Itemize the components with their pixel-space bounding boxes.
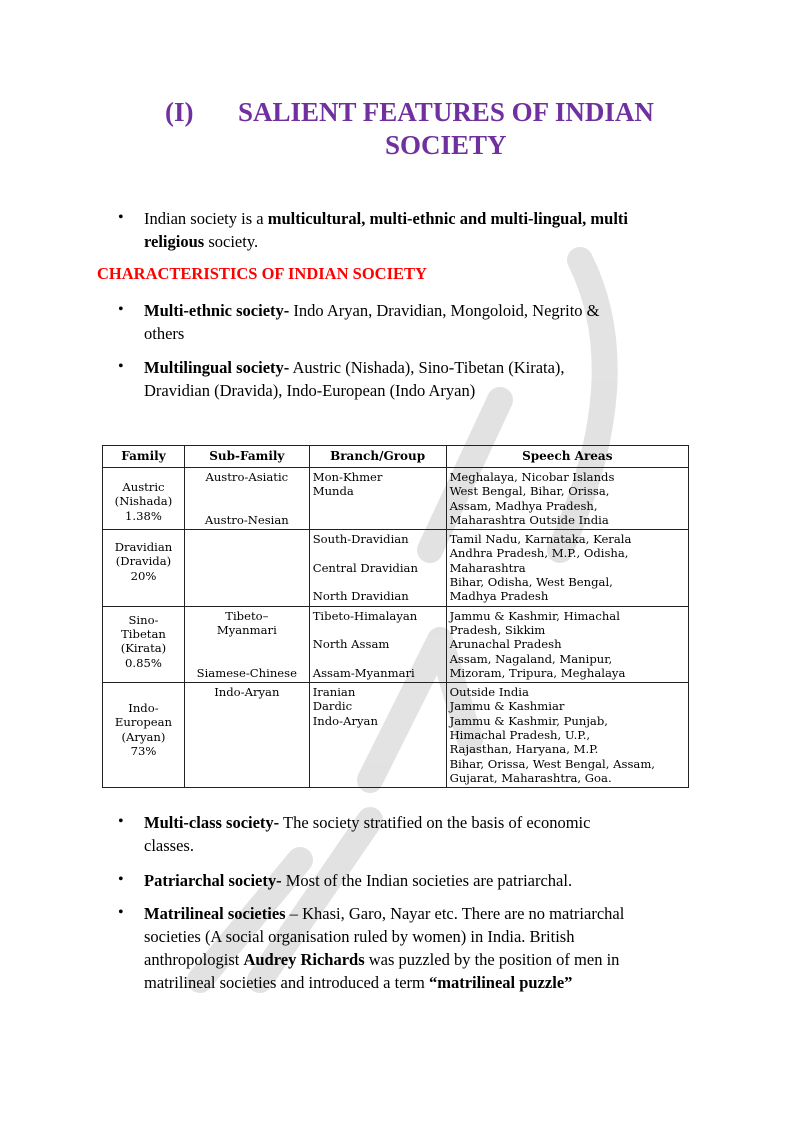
bullet-icon: • [118,301,124,318]
cell-branch [309,468,446,530]
cell-line: South-Dravidian [312,532,409,547]
bullet-icon: • [118,813,124,830]
cell-line: 20% [130,568,157,583]
cell-subfamily [184,683,309,788]
point-multi-ethnic [144,299,704,345]
header-speech-areas: Speech Areas [446,446,688,468]
cell-line: Tibeto-Himalayan [312,608,418,623]
table-row [103,683,689,788]
cell-line: (Dravida) [115,554,172,569]
bullet-icon: • [118,358,124,375]
cell-line: Outside India [449,685,529,700]
cell-branch [309,606,446,682]
intro-text [144,207,704,253]
cell-line: Austro-Asiatic [205,470,289,484]
cell-line: West Bengal, Bihar, Orissa, [449,484,610,499]
point-text: Most of the Indian societies are patriarchal. [281,871,573,890]
cell-line: Rajasthan, Haryana, M.P. [449,742,599,757]
term-highlight: “matrilineal puzzle” [428,973,573,992]
point-matrilineal [144,902,704,994]
cell-speech-areas [446,530,688,606]
cell-line: 0.85% [125,655,162,670]
point-text: Dravidian (Dravida), Indo-European (Indo Aryan) [144,381,476,400]
title-number: (I) [165,97,194,127]
cell-line: Tibeto– [225,608,269,623]
cell-line: Indo-Aryan [214,685,280,700]
intro-bold-2: religious [144,232,205,251]
point-text: anthropologist [144,950,244,969]
cell-line: Jammu & Kashmir, Himachal [449,608,620,623]
point-text: matrilineal societies and introduced a term [144,973,429,992]
cell-family [103,606,185,682]
cell-line: Austric [122,480,165,494]
point-label: Patriarchal society- [144,871,282,890]
cell-line: North Dravidian [312,589,409,604]
cell-line: Arunachal Pradesh [449,637,562,652]
cell-line: Assam-Myanmari [312,665,415,680]
cell-line [188,652,306,666]
cell-line: Sino- [128,612,159,627]
table-row [103,468,689,530]
cell-line: Andhra Pradesh, M.P., Odisha, [449,546,629,561]
cell-line: Siamese-Chinese [196,665,297,680]
cell-line: Indo-Aryan [312,713,378,728]
point-label: Matrilineal societies [144,904,286,923]
cell-line: Madhya Pradesh [449,589,549,604]
cell-family [103,530,185,606]
cell-line [313,546,443,560]
cell-branch [309,530,446,606]
language-family-table [102,445,689,788]
point-patriarchal [144,869,704,892]
cell-line [188,499,306,513]
cell-line: (Aryan) [121,729,166,744]
header-family: Family [103,446,185,468]
cell-line: 1.38% [125,508,162,523]
cell-line: Tibetan [121,626,166,641]
table-header-row [103,446,689,468]
cell-line: Austro-Nesian [204,512,289,527]
cell-subfamily [184,606,309,682]
bullet-icon: • [118,871,124,888]
intro-prefix: Indian society is a [144,209,268,228]
cell-line: (Nishada) [114,494,173,509]
cell-speech-areas [446,606,688,682]
cell-line: Central Dravidian [312,560,418,575]
point-text: Austric (Nishada), Sino-Tibetan (Kirata), [289,358,565,377]
point-text: others [144,324,185,343]
page-title-line2: SOCIETY [385,130,507,160]
cell-line [188,637,306,651]
cell-line: Iranian [312,685,356,700]
cell-line: Dardic [312,699,353,714]
cell-line: Indo- [128,701,159,716]
point-text: The society stratified on the basis of economic [279,813,591,832]
cell-line: Maharashtra [449,560,526,575]
cell-subfamily [184,530,309,606]
cell-line: (Kirata) [120,641,167,656]
cell-line: European [114,715,173,730]
bullet-icon: • [118,904,124,921]
intro-suffix: society. [204,232,259,251]
cell-subfamily [184,468,309,530]
cell-line: Bihar, Orissa, West Bengal, Assam, [449,756,655,771]
cell-line: Gujarat, Maharashtra, Goa. [449,770,612,785]
person-name: Audrey Richards [243,950,365,969]
cell-line: North Assam [312,637,390,652]
table-row [103,530,689,606]
cell-family [103,468,185,530]
cell-line: Meghalaya, Nicobar Islands [449,470,615,484]
page-title-line1: SALIENT FEATURES OF INDIAN [238,97,654,127]
point-label: Multi-ethnic society- [144,301,290,320]
cell-line: Mon-Khmer [312,470,383,484]
cell-line [188,484,306,498]
cell-line: Assam, Madhya Pradesh, [449,498,598,513]
point-label: Multi-class society- [144,813,280,832]
point-text: classes. [144,836,194,855]
cell-line [313,652,443,666]
cell-line: Himachal Pradesh, U.P., [449,728,591,743]
cell-line: Dravidian [114,540,173,555]
point-text: was puzzled by the position of men in [364,950,620,969]
header-branch: Branch/Group [309,446,446,468]
intro-bold-1: multicultural, multi-ethnic and multi-lingual, multi [267,209,628,228]
cell-line: Bihar, Odisha, West Bengal, [449,575,613,590]
cell-line [313,575,443,589]
cell-line: Maharashtra Outside India [449,512,609,527]
point-text: Indo Aryan, Dravidian, Mongoloid, Negrito & [289,301,600,320]
cell-line: 73% [130,744,157,759]
bullet-icon: • [118,209,124,226]
cell-line: Jammu & Kashmiar [449,699,565,714]
cell-line: Mizoram, Tripura, Meghalaya [449,665,626,680]
cell-line [313,623,443,637]
table-row [103,606,689,682]
cell-speech-areas [446,683,688,788]
point-multilingual [144,356,704,402]
cell-line: Tamil Nadu, Karnataka, Kerala [449,532,632,547]
point-label: Multilingual society- [144,358,290,377]
point-multi-class [144,811,704,857]
cell-line: Myanmari [216,622,277,637]
cell-speech-areas [446,468,688,530]
cell-line: Jammu & Kashmir, Punjab, [449,713,608,728]
table-body [103,468,689,788]
cell-line: Munda [312,484,354,499]
section-heading: CHARACTERISTICS OF INDIAN SOCIETY [97,264,427,283]
cell-line: Pradesh, Sikkim [449,622,546,637]
point-text: societies (A social organisation ruled by women) in India. British [144,927,575,946]
cell-family [103,683,185,788]
cell-branch [309,683,446,788]
cell-line: Assam, Nagaland, Manipur, [449,651,613,666]
header-subfamily: Sub-Family [184,446,309,468]
point-text: – Khasi, Garo, Nayar etc. There are no matriarchal [285,904,625,923]
